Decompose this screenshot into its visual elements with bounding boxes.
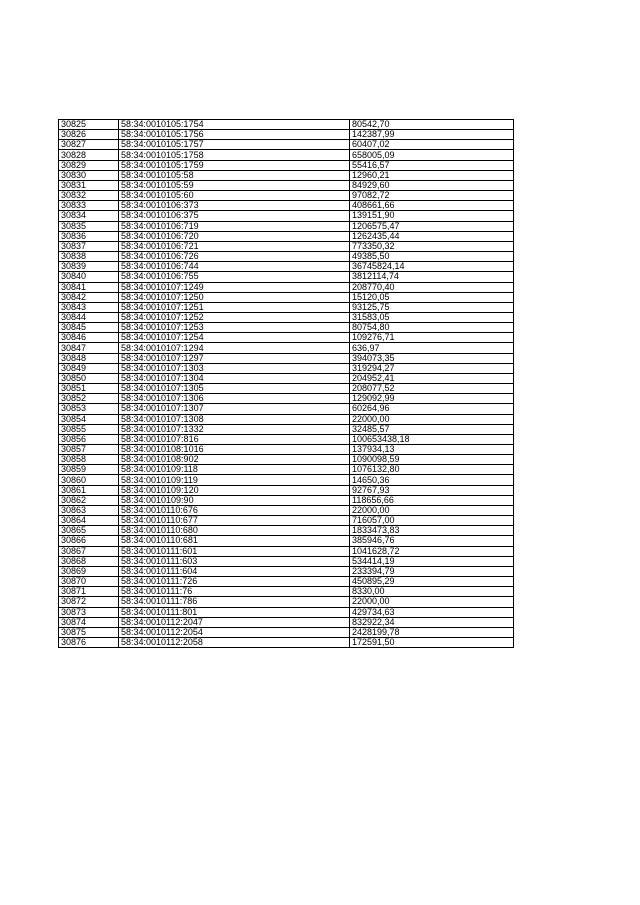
cadastral-number-cell: 58:34:0010112:2054	[119, 627, 350, 637]
table-row	[59, 617, 514, 627]
value-cell: 118656,66	[350, 495, 514, 505]
cadastral-number-cell: 58:34:0010111:603	[119, 556, 350, 566]
cadastral-number-cell: 58:34:0010105:60	[119, 191, 350, 201]
table-row	[59, 150, 514, 160]
row-number-cell: 30833	[59, 201, 119, 211]
cadastral-number-cell: 58:34:0010107:1252	[119, 312, 350, 322]
row-number-cell: 30857	[59, 445, 119, 455]
table-row	[59, 424, 514, 434]
table-row	[59, 312, 514, 322]
value-cell: 60264,96	[350, 404, 514, 414]
table-row	[59, 394, 514, 404]
value-cell: 139151,90	[350, 211, 514, 221]
value-cell: 36745824,14	[350, 262, 514, 272]
cadastral-number-cell: 58:34:0010107:1306	[119, 394, 350, 404]
table-row	[59, 140, 514, 150]
table-row	[59, 211, 514, 221]
cadastral-number-cell: 58:34:0010107:1297	[119, 353, 350, 363]
cadastral-number-cell: 58:34:0010107:1253	[119, 323, 350, 333]
value-cell: 385946,76	[350, 536, 514, 546]
cadastral-number-cell: 58:34:0010110:681	[119, 536, 350, 546]
row-number-cell: 30856	[59, 434, 119, 444]
row-number-cell: 30849	[59, 363, 119, 373]
value-cell: 3812114,74	[350, 272, 514, 282]
table-row	[59, 384, 514, 394]
cadastral-number-cell: 58:34:0010111:604	[119, 566, 350, 576]
value-cell: 1262435,44	[350, 231, 514, 241]
cadastral-number-cell: 58:34:0010110:676	[119, 505, 350, 515]
value-cell: 429734,63	[350, 607, 514, 617]
table-row	[59, 526, 514, 536]
table-row	[59, 170, 514, 180]
cadastral-number-cell: 58:34:0010105:1757	[119, 140, 350, 150]
table-row	[59, 465, 514, 475]
table-row	[59, 292, 514, 302]
value-cell: 8330,00	[350, 587, 514, 597]
value-cell: 31583,05	[350, 312, 514, 322]
value-cell: 636,97	[350, 343, 514, 353]
table-row	[59, 231, 514, 241]
cadastral-number-cell: 58:34:0010106:720	[119, 231, 350, 241]
row-number-cell: 30828	[59, 150, 119, 160]
cadastral-number-cell: 58:34:0010105:58	[119, 170, 350, 180]
value-cell: 658005,09	[350, 150, 514, 160]
cadastral-number-cell: 58:34:0010109:119	[119, 475, 350, 485]
cadastral-number-cell: 58:34:0010112:2058	[119, 637, 350, 647]
row-number-cell: 30840	[59, 272, 119, 282]
table-row	[59, 587, 514, 597]
value-cell: 22000,00	[350, 414, 514, 424]
table-row	[59, 262, 514, 272]
value-cell: 22000,00	[350, 505, 514, 515]
table-row	[59, 637, 514, 647]
cadastral-number-cell: 58:34:0010105:1756	[119, 130, 350, 140]
table-row	[59, 363, 514, 373]
value-cell: 80754,80	[350, 323, 514, 333]
value-cell: 100653438,18	[350, 434, 514, 444]
cadastral-number-cell: 58:34:0010107:1332	[119, 424, 350, 434]
table-row	[59, 221, 514, 231]
row-number-cell: 30830	[59, 170, 119, 180]
row-number-cell: 30848	[59, 353, 119, 363]
cadastral-number-cell: 58:34:0010111:786	[119, 597, 350, 607]
cadastral-number-cell: 58:34:0010107:1303	[119, 363, 350, 373]
table-row	[59, 485, 514, 495]
row-number-cell: 30867	[59, 546, 119, 556]
cadastral-number-cell: 58:34:0010110:677	[119, 516, 350, 526]
table-row	[59, 627, 514, 637]
value-cell: 1090098,59	[350, 455, 514, 465]
row-number-cell: 30861	[59, 485, 119, 495]
cadastral-number-cell: 58:34:0010107:1250	[119, 292, 350, 302]
cadastral-number-cell: 58:34:0010105:1754	[119, 120, 350, 130]
value-cell: 84929,60	[350, 180, 514, 190]
value-cell: 773350,32	[350, 241, 514, 251]
table-row	[59, 556, 514, 566]
table-row	[59, 180, 514, 190]
row-number-cell: 30853	[59, 404, 119, 414]
value-cell: 1206575,47	[350, 221, 514, 231]
table-row	[59, 536, 514, 546]
cadastral-number-cell: 58:34:0010109:120	[119, 485, 350, 495]
row-number-cell: 30869	[59, 566, 119, 576]
value-cell: 22000,00	[350, 597, 514, 607]
cadastral-number-cell: 58:34:0010105:1759	[119, 160, 350, 170]
cadastral-number-cell: 58:34:0010107:1305	[119, 384, 350, 394]
table-row	[59, 495, 514, 505]
row-number-cell: 30825	[59, 120, 119, 130]
cadastral-number-cell: 58:34:0010107:816	[119, 434, 350, 444]
row-number-cell: 30835	[59, 221, 119, 231]
cadastral-number-cell: 58:34:0010106:744	[119, 262, 350, 272]
row-number-cell: 30860	[59, 475, 119, 485]
cadastral-number-cell: 58:34:0010111:76	[119, 587, 350, 597]
row-number-cell: 30832	[59, 191, 119, 201]
table-row	[59, 546, 514, 556]
row-number-cell: 30864	[59, 516, 119, 526]
value-cell: 208077,52	[350, 384, 514, 394]
row-number-cell: 30836	[59, 231, 119, 241]
row-number-cell: 30854	[59, 414, 119, 424]
table-row	[59, 353, 514, 363]
cadastral-number-cell: 58:34:0010107:1308	[119, 414, 350, 424]
data-table	[58, 119, 514, 648]
table-row	[59, 201, 514, 211]
value-cell: 15120,05	[350, 292, 514, 302]
row-number-cell: 30862	[59, 495, 119, 505]
cadastral-number-cell: 58:34:0010107:1254	[119, 333, 350, 343]
row-number-cell: 30875	[59, 627, 119, 637]
table-row	[59, 566, 514, 576]
value-cell: 137934,13	[350, 445, 514, 455]
table-row	[59, 160, 514, 170]
row-number-cell: 30874	[59, 617, 119, 627]
table-row	[59, 475, 514, 485]
value-cell: 80542,70	[350, 120, 514, 130]
table-row	[59, 241, 514, 251]
value-cell: 172591,50	[350, 637, 514, 647]
value-cell: 233394,79	[350, 566, 514, 576]
value-cell: 12960,21	[350, 170, 514, 180]
cadastral-number-cell: 58:34:0010105:1758	[119, 150, 350, 160]
row-number-cell: 30859	[59, 465, 119, 475]
cadastral-number-cell: 58:34:0010107:1249	[119, 282, 350, 292]
row-number-cell: 30868	[59, 556, 119, 566]
row-number-cell: 30870	[59, 577, 119, 587]
cadastral-number-cell: 58:34:0010106:373	[119, 201, 350, 211]
cadastral-number-cell: 58:34:0010106:719	[119, 221, 350, 231]
row-number-cell: 30844	[59, 312, 119, 322]
value-cell: 129092,99	[350, 394, 514, 404]
cadastral-number-cell: 58:34:0010106:726	[119, 252, 350, 262]
table-row	[59, 120, 514, 130]
cadastral-number-cell: 58:34:0010106:755	[119, 272, 350, 282]
table-row	[59, 333, 514, 343]
table-row	[59, 404, 514, 414]
cadastral-number-cell: 58:34:0010108:902	[119, 455, 350, 465]
value-cell: 1041628,72	[350, 546, 514, 556]
row-number-cell: 30847	[59, 343, 119, 353]
row-number-cell: 30843	[59, 302, 119, 312]
cadastral-number-cell: 58:34:0010107:1304	[119, 373, 350, 383]
table-row	[59, 455, 514, 465]
row-number-cell: 30829	[59, 160, 119, 170]
value-cell: 93125,75	[350, 302, 514, 312]
value-cell: 2428199,78	[350, 627, 514, 637]
table-row	[59, 343, 514, 353]
table-body	[59, 120, 514, 648]
cadastral-number-cell: 58:34:0010111:726	[119, 577, 350, 587]
table-row	[59, 323, 514, 333]
row-number-cell: 30876	[59, 637, 119, 647]
table-row	[59, 577, 514, 587]
cadastral-number-cell: 58:34:0010110:680	[119, 526, 350, 536]
value-cell: 450895,29	[350, 577, 514, 587]
value-cell: 534414,19	[350, 556, 514, 566]
value-cell: 716057,00	[350, 516, 514, 526]
cadastral-number-cell: 58:34:0010107:1251	[119, 302, 350, 312]
value-cell: 208770,40	[350, 282, 514, 292]
row-number-cell: 30827	[59, 140, 119, 150]
row-number-cell: 30871	[59, 587, 119, 597]
value-cell: 49385,50	[350, 252, 514, 262]
value-cell: 109276,71	[350, 333, 514, 343]
row-number-cell: 30855	[59, 424, 119, 434]
value-cell: 1833473,83	[350, 526, 514, 536]
cadastral-number-cell: 58:34:0010112:2047	[119, 617, 350, 627]
row-number-cell: 30865	[59, 526, 119, 536]
value-cell: 1076132,80	[350, 465, 514, 475]
table-row	[59, 516, 514, 526]
value-cell: 142387,99	[350, 130, 514, 140]
table-row	[59, 414, 514, 424]
row-number-cell: 30826	[59, 130, 119, 140]
value-cell: 32485,57	[350, 424, 514, 434]
cadastral-number-cell: 58:34:0010111:801	[119, 607, 350, 617]
row-number-cell: 30852	[59, 394, 119, 404]
row-number-cell: 30873	[59, 607, 119, 617]
value-cell: 394073,35	[350, 353, 514, 363]
row-number-cell: 30831	[59, 180, 119, 190]
row-number-cell: 30866	[59, 536, 119, 546]
value-cell: 55416,57	[350, 160, 514, 170]
row-number-cell: 30834	[59, 211, 119, 221]
row-number-cell: 30845	[59, 323, 119, 333]
cadastral-number-cell: 58:34:0010107:1294	[119, 343, 350, 353]
value-cell: 408661,66	[350, 201, 514, 211]
cadastral-number-cell: 58:34:0010105:59	[119, 180, 350, 190]
value-cell: 204952,41	[350, 373, 514, 383]
row-number-cell: 30850	[59, 373, 119, 383]
table-row	[59, 272, 514, 282]
table-row	[59, 373, 514, 383]
row-number-cell: 30863	[59, 505, 119, 515]
cadastral-number-cell: 58:34:0010107:1307	[119, 404, 350, 414]
cadastral-number-cell: 58:34:0010109:118	[119, 465, 350, 475]
row-number-cell: 30842	[59, 292, 119, 302]
row-number-cell: 30841	[59, 282, 119, 292]
cadastral-number-cell: 58:34:0010106:375	[119, 211, 350, 221]
table-row	[59, 282, 514, 292]
row-number-cell: 30846	[59, 333, 119, 343]
value-cell: 97082,72	[350, 191, 514, 201]
table-row	[59, 505, 514, 515]
table-row	[59, 597, 514, 607]
row-number-cell: 30858	[59, 455, 119, 465]
cadastral-number-cell: 58:34:0010106:721	[119, 241, 350, 251]
value-cell: 319294,27	[350, 363, 514, 373]
cadastral-number-cell: 58:34:0010111:601	[119, 546, 350, 556]
value-cell: 832922,34	[350, 617, 514, 627]
row-number-cell: 30839	[59, 262, 119, 272]
table-row	[59, 607, 514, 617]
table-row	[59, 434, 514, 444]
row-number-cell: 30851	[59, 384, 119, 394]
cadastral-number-cell: 58:34:0010109:90	[119, 495, 350, 505]
table-row	[59, 252, 514, 262]
row-number-cell: 30838	[59, 252, 119, 262]
row-number-cell: 30872	[59, 597, 119, 607]
value-cell: 60407,02	[350, 140, 514, 150]
cadastral-number-cell: 58:34:0010108:1016	[119, 445, 350, 455]
table-row	[59, 445, 514, 455]
row-number-cell: 30837	[59, 241, 119, 251]
value-cell: 14650,36	[350, 475, 514, 485]
table-row	[59, 302, 514, 312]
table-row	[59, 191, 514, 201]
table-row	[59, 130, 514, 140]
value-cell: 92767,93	[350, 485, 514, 495]
